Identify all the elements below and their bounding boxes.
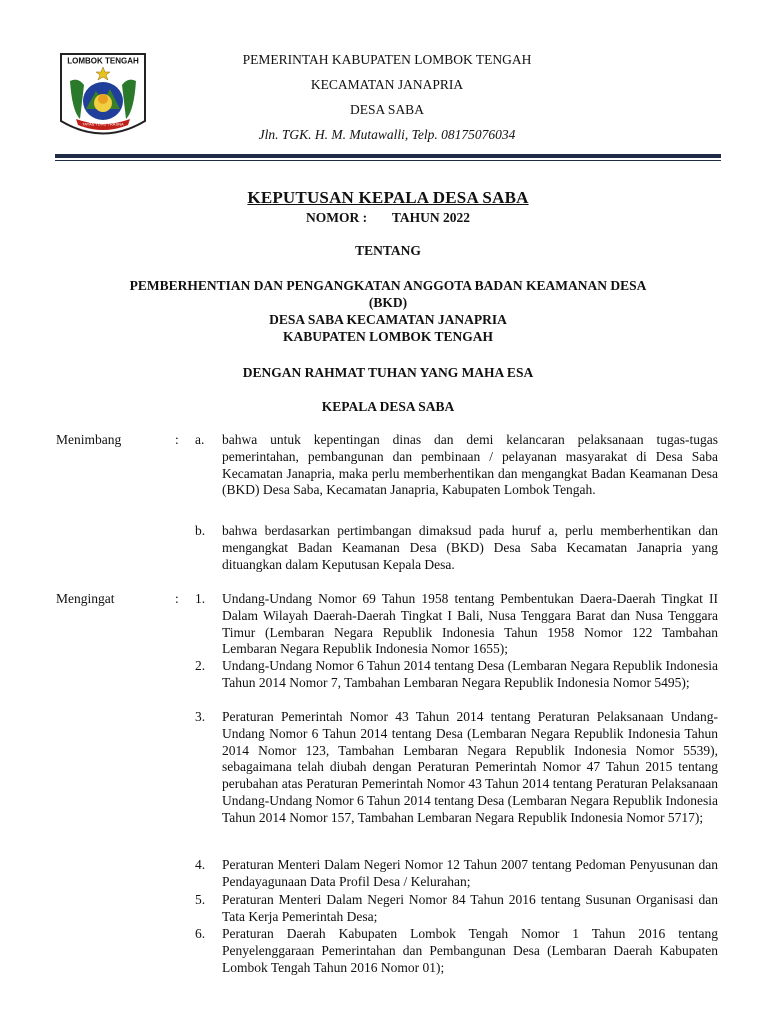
letterhead-line-village: DESA SABA	[350, 102, 424, 117]
mengingat-item-marker: 6.	[195, 926, 206, 941]
decree-subject-line: DESA SABA KECAMATAN JANAPRIA	[269, 312, 507, 327]
letterhead-line-government: PEMERINTAH KABUPATEN LOMBOK TENGAH	[242, 52, 532, 67]
decree-number-label: NOMOR :	[305, 210, 368, 225]
menimbang-item-marker: b.	[195, 523, 206, 538]
mengingat-item-text: Peraturan Daerah Kabupaten Lombok Tengah Nomor 1 Tahun 2016 tentang Penyelenggaraan Pemerintahan dan Pembangunan Desa (Lembaran Daerah Kabupaten Lombok Tengah Tahun 2016 Nomor 01);	[222, 926, 718, 975]
decree-subject	[55, 277, 721, 345]
decree-year: TAHUN 2022	[391, 210, 470, 225]
mengingat-label: Mengingat	[56, 591, 115, 606]
letterhead	[150, 51, 624, 151]
letterhead-divider-thin	[55, 160, 721, 161]
mengingat-item-marker: 2.	[195, 658, 206, 673]
letterhead-address: Jln. TGK. H. M. Mutawalli, Telp. 08175076034	[258, 127, 516, 142]
decree-tentang: TENTANG	[355, 243, 421, 258]
mengingat-item-text: Undang-Undang Nomor 69 Tahun 1958 tentang Pembentukan Daera-Daerah Tingkat II Dalam Wilayah Daerah-Daerah Tingkat I Bali, Nusa Tenggara Barat dan Nusa Tenggara Timur (Lembaran Negara Republik Indonesia Tahun 1958 Nomor 122 Tambahan Lembaran Negara Republik Indonesia Nomor 1655);	[222, 591, 718, 657]
decree-title: KEPUTUSAN KEPALA DESA SABA	[247, 188, 529, 207]
mengingat-colon: :	[175, 591, 179, 606]
decree-number	[55, 210, 721, 226]
mengingat-item-text: Undang-Undang Nomor 6 Tahun 2014 tentang Desa (Lembaran Negara Republik Indonesia Tahun 2014 Nomor 7, Tambahan Lembaran Negara Republik Indonesia Nomor 5495);	[222, 658, 718, 690]
decree-subject-line: KABUPATEN LOMBOK TENGAH	[282, 329, 494, 344]
decree-issuer: KEPALA DESA SABA	[321, 399, 455, 414]
district-logo	[58, 51, 148, 141]
letterhead-line-district: KECAMATAN JANAPRIA	[310, 77, 464, 92]
decree-subject-line: PEMBERHENTIAN DAN PENGANGKATAN ANGGOTA BADAN KEAMANAN DESA	[129, 278, 647, 293]
logo-motto: TATAS TUHU TRASNA	[82, 121, 124, 127]
logo-text: LOMBOK TENGAH	[67, 56, 139, 66]
decree-subject-line: (BKD)	[368, 295, 408, 310]
decree-invocation: DENGAN RAHMAT TUHAN YANG MAHA ESA	[242, 365, 534, 380]
menimbang-label: Menimbang	[56, 432, 122, 447]
menimbang-item-marker: a.	[195, 432, 205, 447]
mengingat-item-marker: 5.	[195, 892, 206, 907]
mengingat-item-text: Peraturan Menteri Dalam Negeri Nomor 84 Tahun 2016 tentang Susunan Organisasi dan Tata Kerja Pemerintah Desa;	[222, 892, 718, 924]
menimbang-item-text: bahwa berdasarkan pertimbangan dimaksud pada huruf a, perlu memberhentikan dan mengangkat Badan Keamanan Desa (BKD) Desa Saba Kecamatan Janapria yang dituangkan dalam Keputusan Kepala Desa.	[222, 523, 718, 572]
mengingat-item-text: Peraturan Pemerintah Nomor 43 Tahun 2014 tentang Peraturan Pelaksanaan Undang-Undang Nomor 6 Tahun 2014 tentang Desa (Lembaran Negara Republik Indonesia Tahun 2014 Nomor 123, Tambahan Lembaran Negara Republik Indonesia Nomor 5539), sebagaimana telah diubah dengan Peraturan Pemerintah Nomor 47 Tahun 2015 tentang perubahan atas Peraturan Pemerintah Nomor 43 Tahun 2014 tentang Peraturan Pelaksanaan Undang-Undang Nomor 6 Tahun 2014 tentang Desa (Lembaran Negara Republik Indonesia Tahun 2014 Nomor 157, Tambahan Lembaran Negara Republik Indonesia Nomor 5717);	[222, 709, 718, 825]
letterhead-divider-thick	[55, 154, 721, 158]
mengingat-item-marker: 3.	[195, 709, 206, 724]
mengingat-item-text: Peraturan Menteri Dalam Negeri Nomor 12 Tahun 2007 tentang Pedoman Penyusunan dan Pendayagunaan Data Profil Desa / Kelurahan;	[222, 857, 718, 889]
mengingat-item-marker: 1.	[195, 591, 206, 606]
menimbang-item-text: bahwa untuk kepentingan dinas dan demi kelancaran pelaksanaan tugas-tugas pemerintahan, pembangunan dan pembinaan / pelayanan masyarakat di Desa Saba Kecamatan Janapria, maka perlu memberhentikan dan mengangkat Badan Keamanan Desa (BKD) Desa Saba, Kecamatan Janapria, Kabupaten Lombok Tengah.	[222, 432, 718, 498]
mengingat-item-marker: 4.	[195, 857, 206, 872]
menimbang-colon: :	[175, 432, 179, 447]
